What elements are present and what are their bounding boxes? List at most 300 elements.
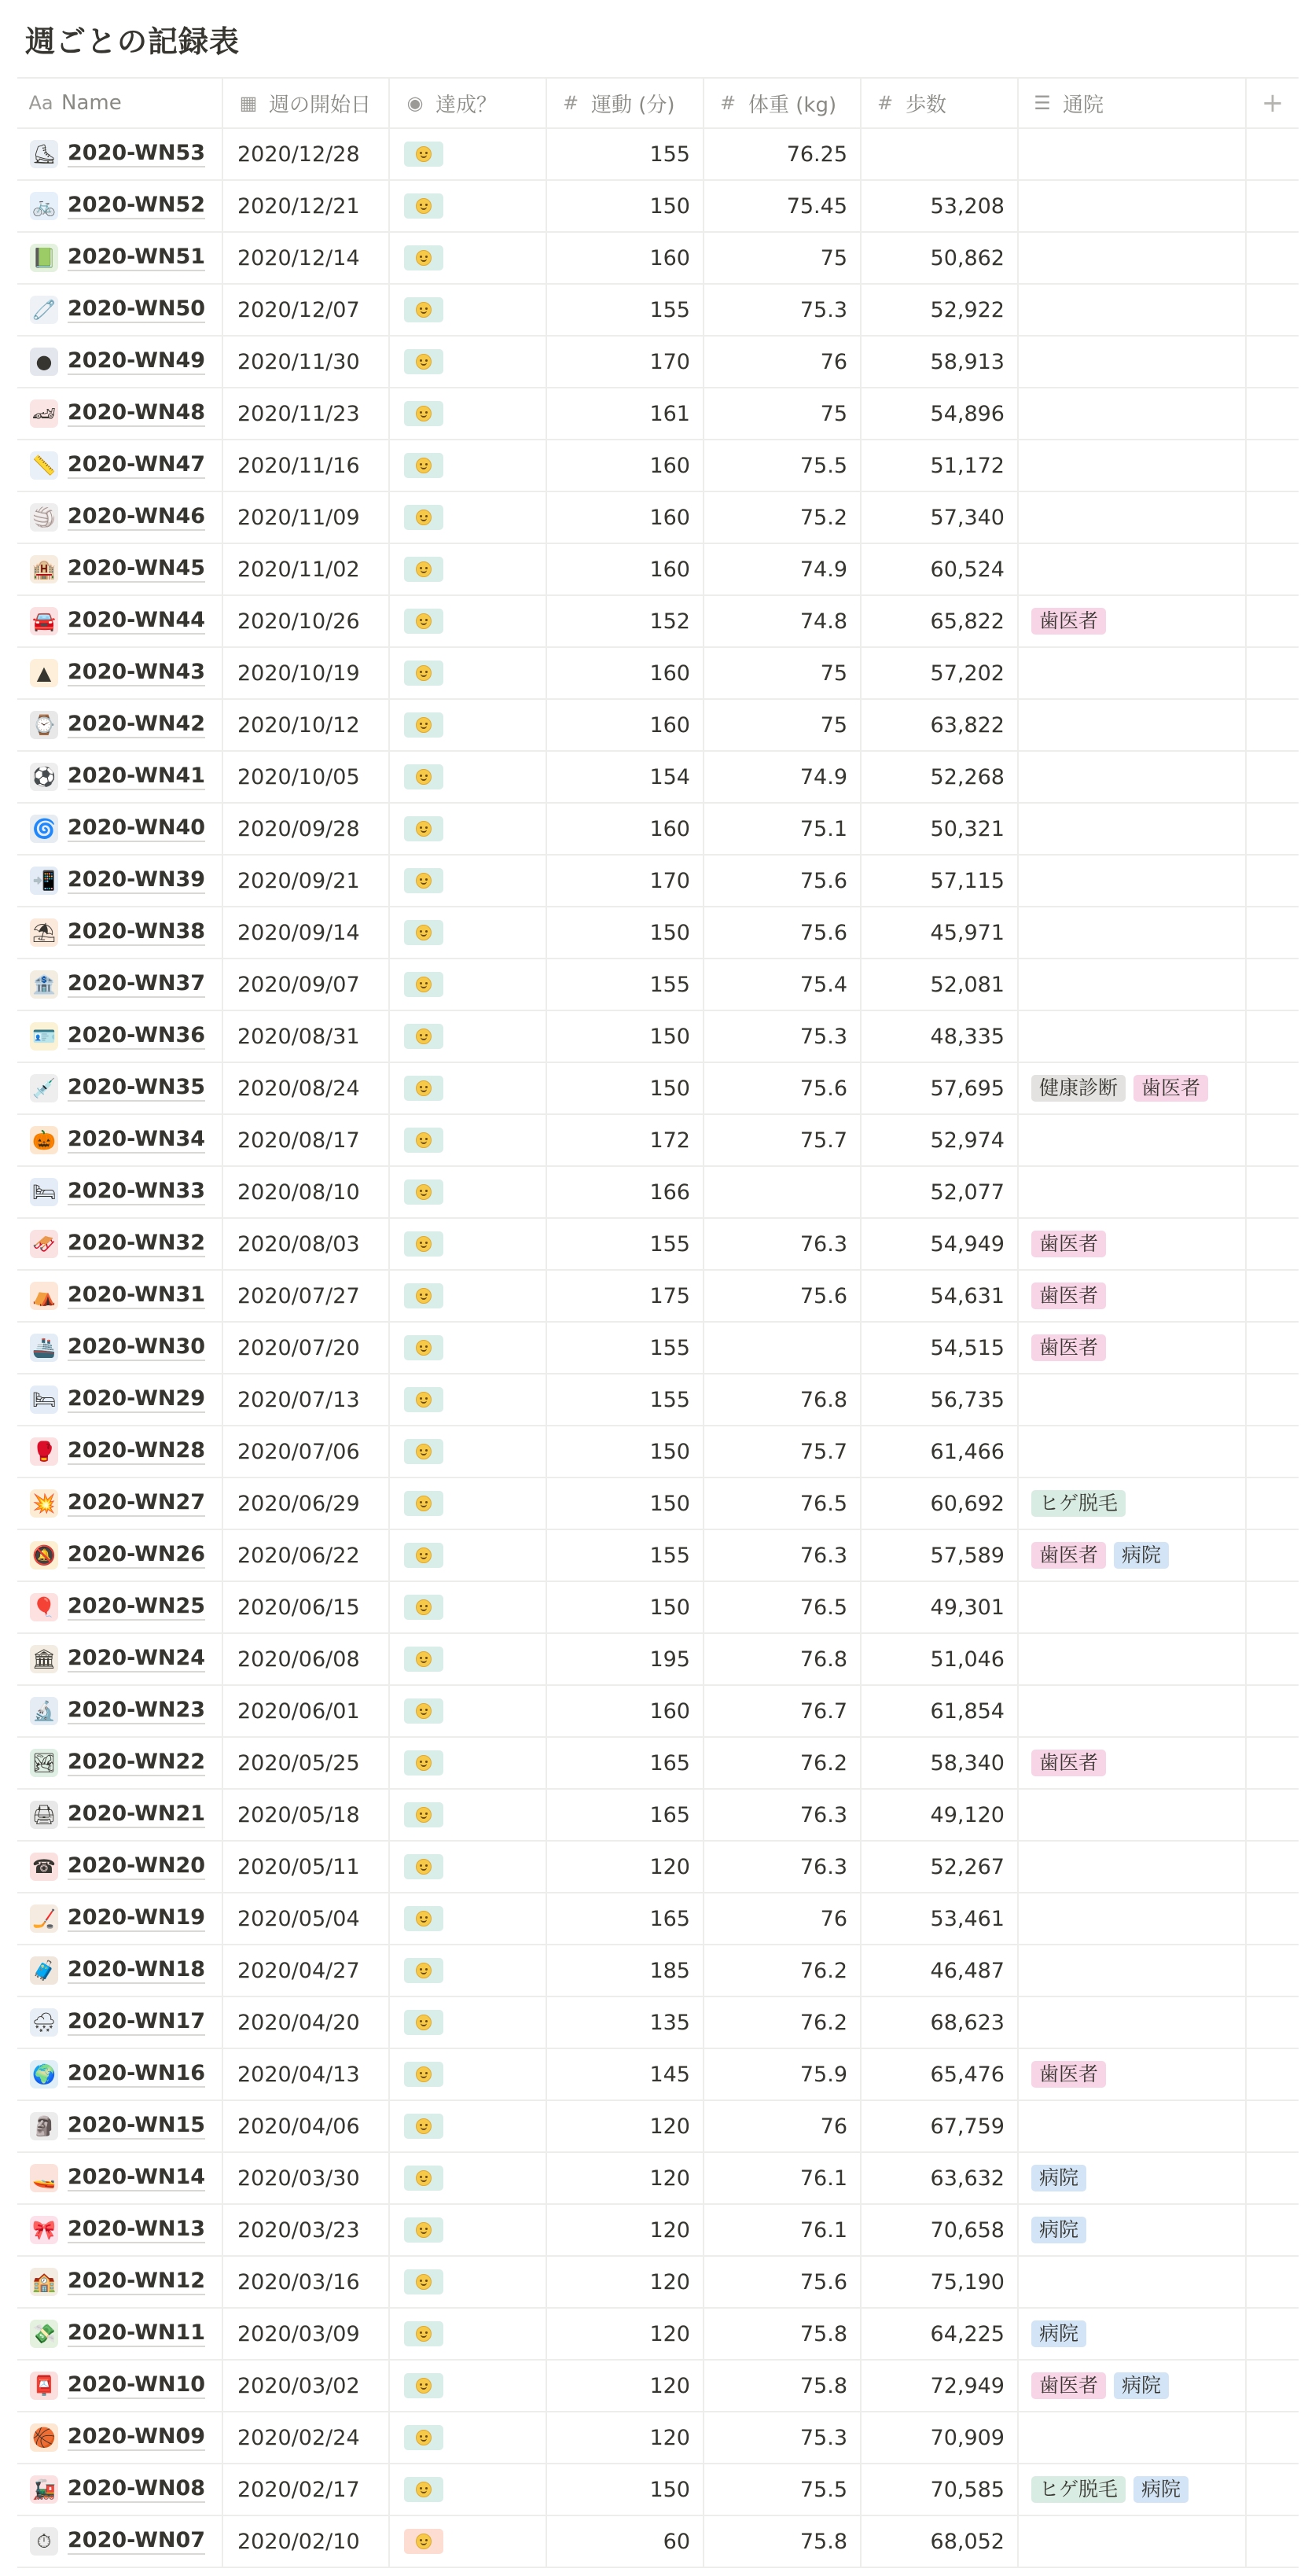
weight-kg-cell[interactable] [704,1634,862,1684]
row-name[interactable]: 2020-WN15 [68,2113,205,2140]
name-cell[interactable] [17,907,223,958]
exercise-minutes-cell[interactable] [547,544,704,594]
visits-cell[interactable] [1019,2412,1247,2463]
exercise-minutes-cell[interactable] [547,492,704,543]
step-count-cell[interactable] [862,1738,1019,1788]
row-name[interactable]: 2020-WN44 [68,608,205,635]
table-row[interactable] [17,1271,1299,1323]
name-cell[interactable] [17,2516,223,2567]
visits-cell[interactable] [1019,1271,1247,1321]
visits-cell[interactable] [1019,648,1247,698]
column-header-achieved[interactable] [390,79,547,127]
visits-cell[interactable] [1019,1634,1247,1684]
date-cell[interactable] [223,700,390,750]
table-row[interactable] [17,907,1299,959]
date-cell[interactable] [223,2361,390,2411]
achieved-cell[interactable] [390,2361,547,2411]
name-cell[interactable] [17,959,223,1010]
visits-cell[interactable] [1019,907,1247,958]
exercise-minutes-cell[interactable] [547,1945,704,1996]
weight-kg-cell[interactable] [704,2361,862,2411]
exercise-minutes-cell[interactable] [547,129,704,179]
date-cell[interactable] [223,2205,390,2255]
step-count-cell[interactable] [862,1323,1019,1373]
row-name[interactable]: 2020-WN42 [68,712,205,738]
name-cell[interactable] [17,1686,223,1736]
name-cell[interactable] [17,2361,223,2411]
exercise-minutes-cell[interactable] [547,337,704,387]
date-cell[interactable] [223,1582,390,1632]
date-cell[interactable] [223,1478,390,1529]
exercise-minutes-cell[interactable] [547,1426,704,1477]
table-row[interactable] [17,1219,1299,1271]
exercise-minutes-cell[interactable] [547,388,704,439]
weight-kg-cell[interactable] [704,1011,862,1062]
step-count-cell[interactable] [862,1634,1019,1684]
step-count-cell[interactable] [862,492,1019,543]
row-name[interactable]: 2020-WN49 [68,348,205,375]
weight-kg-cell[interactable] [704,544,862,594]
step-count-cell[interactable] [862,648,1019,698]
table-row[interactable] [17,129,1299,181]
row-name[interactable]: 2020-WN20 [68,1853,205,1880]
weight-kg-cell[interactable] [704,700,862,750]
visits-cell[interactable] [1019,1842,1247,1892]
date-cell[interactable] [223,388,390,439]
exercise-minutes-cell[interactable] [547,1478,704,1529]
step-count-cell[interactable] [862,388,1019,439]
achieved-cell[interactable] [390,1842,547,1892]
exercise-minutes-cell[interactable] [547,2257,704,2307]
date-cell[interactable] [223,1323,390,1373]
visits-cell[interactable] [1019,1582,1247,1632]
step-count-cell[interactable] [862,1686,1019,1736]
exercise-minutes-cell[interactable] [547,1738,704,1788]
step-count-cell[interactable] [862,1219,1019,1269]
exercise-minutes-cell[interactable] [547,700,704,750]
visits-cell[interactable] [1019,1686,1247,1736]
row-name[interactable]: 2020-WN53 [68,141,205,167]
table-row[interactable] [17,492,1299,544]
exercise-minutes-cell[interactable] [547,1063,704,1113]
name-cell[interactable] [17,2205,223,2255]
name-cell[interactable] [17,337,223,387]
table-row[interactable] [17,1634,1299,1686]
exercise-minutes-cell[interactable] [547,1582,704,1632]
exercise-minutes-cell[interactable] [547,1842,704,1892]
achieved-cell[interactable] [390,700,547,750]
weight-kg-cell[interactable] [704,648,862,698]
date-cell[interactable] [223,1167,390,1217]
achieved-cell[interactable] [390,907,547,958]
date-cell[interactable] [223,1271,390,1321]
step-count-cell[interactable] [862,129,1019,179]
step-count-cell[interactable] [862,1426,1019,1477]
exercise-minutes-cell[interactable] [547,1167,704,1217]
name-cell[interactable] [17,1530,223,1581]
exercise-minutes-cell[interactable] [547,856,704,906]
name-cell[interactable] [17,544,223,594]
weight-kg-cell[interactable] [704,1738,862,1788]
achieved-cell[interactable] [390,2412,547,2463]
achieved-cell[interactable] [390,2153,547,2203]
achieved-cell[interactable] [390,2257,547,2307]
weight-kg-cell[interactable] [704,2205,862,2255]
step-count-cell[interactable] [862,2361,1019,2411]
table-row[interactable] [17,388,1299,440]
table-row[interactable] [17,2309,1299,2361]
row-name[interactable]: 2020-WN23 [68,1698,205,1724]
exercise-minutes-cell[interactable] [547,2205,704,2255]
table-row[interactable] [17,596,1299,648]
date-cell[interactable] [223,2412,390,2463]
table-row[interactable] [17,2101,1299,2153]
row-name[interactable]: 2020-WN47 [68,452,205,479]
row-name[interactable]: 2020-WN36 [68,1023,205,1050]
exercise-minutes-cell[interactable] [547,2464,704,2515]
visits-cell[interactable] [1019,544,1247,594]
visits-cell[interactable] [1019,752,1247,802]
weight-kg-cell[interactable] [704,1945,862,1996]
column-header-visits[interactable] [1019,79,1247,127]
name-cell[interactable] [17,440,223,491]
row-name[interactable]: 2020-WN37 [68,971,205,998]
weight-kg-cell[interactable] [704,1063,862,1113]
date-cell[interactable] [223,285,390,335]
visits-cell[interactable] [1019,440,1247,491]
table-row[interactable] [17,1790,1299,1842]
name-cell[interactable] [17,1011,223,1062]
achieved-cell[interactable] [390,2516,547,2567]
step-count-cell[interactable] [862,1374,1019,1425]
date-cell[interactable] [223,648,390,698]
step-count-cell[interactable] [862,804,1019,854]
weight-kg-cell[interactable] [704,1530,862,1581]
row-name[interactable]: 2020-WN22 [68,1750,205,1776]
exercise-minutes-cell[interactable] [547,285,704,335]
step-count-cell[interactable] [862,1011,1019,1062]
table-row[interactable] [17,1115,1299,1167]
table-row[interactable] [17,544,1299,596]
weight-kg-cell[interactable] [704,1893,862,1944]
weight-kg-cell[interactable] [704,804,862,854]
step-count-cell[interactable] [862,544,1019,594]
visits-cell[interactable] [1019,492,1247,543]
row-name[interactable]: 2020-WN46 [68,504,205,531]
date-cell[interactable] [223,129,390,179]
name-cell[interactable] [17,1323,223,1373]
exercise-minutes-cell[interactable] [547,2412,704,2463]
weight-kg-cell[interactable] [704,492,862,543]
exercise-minutes-cell[interactable] [547,2153,704,2203]
name-cell[interactable] [17,2309,223,2359]
achieved-cell[interactable] [390,1893,547,1944]
achieved-cell[interactable] [390,1582,547,1632]
achieved-cell[interactable] [390,1790,547,1840]
visits-cell[interactable] [1019,337,1247,387]
visits-cell[interactable] [1019,1011,1247,1062]
achieved-cell[interactable] [390,1738,547,1788]
table-row[interactable] [17,2205,1299,2257]
step-count-cell[interactable] [862,752,1019,802]
exercise-minutes-cell[interactable] [547,1893,704,1944]
name-cell[interactable] [17,2412,223,2463]
name-cell[interactable] [17,1374,223,1425]
achieved-cell[interactable] [390,285,547,335]
column-header-weight[interactable] [704,79,862,127]
weight-kg-cell[interactable] [704,1323,862,1373]
weight-kg-cell[interactable] [704,1686,862,1736]
achieved-cell[interactable] [390,1997,547,2048]
name-cell[interactable] [17,1426,223,1477]
date-cell[interactable] [223,2101,390,2151]
date-cell[interactable] [223,2309,390,2359]
step-count-cell[interactable] [862,1790,1019,1840]
table-row[interactable] [17,1582,1299,1634]
name-cell[interactable] [17,2101,223,2151]
exercise-minutes-cell[interactable] [547,1219,704,1269]
row-name[interactable]: 2020-WN19 [68,1905,205,1932]
row-name[interactable]: 2020-WN28 [68,1438,205,1465]
date-cell[interactable] [223,804,390,854]
table-row[interactable] [17,959,1299,1011]
table-row[interactable] [17,1893,1299,1945]
date-cell[interactable] [223,1790,390,1840]
exercise-minutes-cell[interactable] [547,752,704,802]
step-count-cell[interactable] [862,596,1019,646]
visits-cell[interactable] [1019,2101,1247,2151]
date-cell[interactable] [223,1115,390,1165]
table-row[interactable] [17,1945,1299,1997]
step-count-cell[interactable] [862,959,1019,1010]
row-name[interactable]: 2020-WN17 [68,2009,205,2036]
achieved-cell[interactable] [390,2464,547,2515]
step-count-cell[interactable] [862,907,1019,958]
achieved-cell[interactable] [390,1271,547,1321]
name-cell[interactable] [17,2049,223,2099]
name-cell[interactable] [17,285,223,335]
row-name[interactable]: 2020-WN26 [68,1542,205,1569]
step-count-cell[interactable] [862,1893,1019,1944]
step-count-cell[interactable] [862,856,1019,906]
table-row[interactable] [17,2361,1299,2412]
table-row[interactable] [17,1374,1299,1426]
column-header-name[interactable] [17,79,223,127]
step-count-cell[interactable] [862,2153,1019,2203]
weight-kg-cell[interactable] [704,1426,862,1477]
visits-cell[interactable] [1019,1997,1247,2048]
achieved-cell[interactable] [390,2049,547,2099]
date-cell[interactable] [223,596,390,646]
exercise-minutes-cell[interactable] [547,2049,704,2099]
step-count-cell[interactable] [862,2516,1019,2567]
achieved-cell[interactable] [390,1634,547,1684]
achieved-cell[interactable] [390,1063,547,1113]
achieved-cell[interactable] [390,856,547,906]
achieved-cell[interactable] [390,2205,547,2255]
table-row[interactable] [17,1738,1299,1790]
row-name[interactable]: 2020-WN12 [68,2269,205,2295]
table-row[interactable] [17,1323,1299,1374]
row-name[interactable]: 2020-WN39 [68,867,205,894]
row-name[interactable]: 2020-WN09 [68,2424,205,2451]
achieved-cell[interactable] [390,804,547,854]
row-name[interactable]: 2020-WN41 [68,764,205,790]
achieved-cell[interactable] [390,2309,547,2359]
visits-cell[interactable] [1019,856,1247,906]
name-cell[interactable] [17,1478,223,1529]
visits-cell[interactable] [1019,1530,1247,1581]
step-count-cell[interactable] [862,2205,1019,2255]
achieved-cell[interactable] [390,129,547,179]
date-cell[interactable] [223,233,390,283]
name-cell[interactable] [17,1063,223,1113]
visits-cell[interactable] [1019,2361,1247,2411]
achieved-cell[interactable] [390,752,547,802]
date-cell[interactable] [223,337,390,387]
weight-kg-cell[interactable] [704,1478,862,1529]
name-cell[interactable] [17,2464,223,2515]
visits-cell[interactable] [1019,1115,1247,1165]
visits-cell[interactable] [1019,285,1247,335]
table-row[interactable] [17,1426,1299,1478]
exercise-minutes-cell[interactable] [547,1323,704,1373]
row-name[interactable]: 2020-WN13 [68,2217,205,2243]
achieved-cell[interactable] [390,596,547,646]
date-cell[interactable] [223,492,390,543]
weight-kg-cell[interactable] [704,856,862,906]
visits-cell[interactable] [1019,2049,1247,2099]
visits-cell[interactable] [1019,1374,1247,1425]
achieved-cell[interactable] [390,1011,547,1062]
visits-cell[interactable] [1019,2153,1247,2203]
name-cell[interactable] [17,1167,223,1217]
exercise-minutes-cell[interactable] [547,1997,704,2048]
table-row[interactable] [17,1011,1299,1063]
date-cell[interactable] [223,1374,390,1425]
date-cell[interactable] [223,1530,390,1581]
weight-kg-cell[interactable] [704,596,862,646]
date-cell[interactable] [223,1011,390,1062]
step-count-cell[interactable] [862,285,1019,335]
table-row[interactable] [17,2257,1299,2309]
table-row[interactable] [17,1686,1299,1738]
table-row[interactable] [17,1167,1299,1219]
table-row[interactable] [17,752,1299,804]
weight-kg-cell[interactable] [704,1997,862,2048]
column-header-exercise[interactable] [547,79,704,127]
visits-cell[interactable] [1019,2516,1247,2567]
exercise-minutes-cell[interactable] [547,1686,704,1736]
date-cell[interactable] [223,2257,390,2307]
name-cell[interactable] [17,752,223,802]
achieved-cell[interactable] [390,1167,547,1217]
exercise-minutes-cell[interactable] [547,181,704,231]
name-cell[interactable] [17,388,223,439]
name-cell[interactable] [17,1842,223,1892]
step-count-cell[interactable] [862,1945,1019,1996]
name-cell[interactable] [17,181,223,231]
achieved-cell[interactable] [390,440,547,491]
visits-cell[interactable] [1019,1478,1247,1529]
achieved-cell[interactable] [390,2101,547,2151]
step-count-cell[interactable] [862,700,1019,750]
visits-cell[interactable] [1019,129,1247,179]
step-count-cell[interactable] [862,440,1019,491]
step-count-cell[interactable] [862,2464,1019,2515]
weight-kg-cell[interactable] [704,285,862,335]
step-count-cell[interactable] [862,1997,1019,2048]
table-row[interactable] [17,856,1299,907]
weight-kg-cell[interactable] [704,1115,862,1165]
date-cell[interactable] [223,1997,390,2048]
visits-cell[interactable] [1019,700,1247,750]
step-count-cell[interactable] [862,1478,1019,1529]
name-cell[interactable] [17,129,223,179]
visits-cell[interactable] [1019,1063,1247,1113]
exercise-minutes-cell[interactable] [547,648,704,698]
visits-cell[interactable] [1019,388,1247,439]
step-count-cell[interactable] [862,233,1019,283]
exercise-minutes-cell[interactable] [547,804,704,854]
achieved-cell[interactable] [390,337,547,387]
row-name[interactable]: 2020-WN07 [68,2528,205,2555]
date-cell[interactable] [223,1686,390,1736]
name-cell[interactable] [17,1790,223,1840]
name-cell[interactable] [17,1582,223,1632]
step-count-cell[interactable] [862,1530,1019,1581]
weight-kg-cell[interactable] [704,959,862,1010]
visits-cell[interactable] [1019,959,1247,1010]
visits-cell[interactable] [1019,181,1247,231]
step-count-cell[interactable] [862,1271,1019,1321]
name-cell[interactable] [17,804,223,854]
date-cell[interactable] [223,752,390,802]
row-name[interactable]: 2020-WN32 [68,1231,205,1257]
row-name[interactable]: 2020-WN48 [68,400,205,427]
achieved-cell[interactable] [390,233,547,283]
row-name[interactable]: 2020-WN21 [68,1801,205,1828]
weight-kg-cell[interactable] [704,388,862,439]
exercise-minutes-cell[interactable] [547,1374,704,1425]
weight-kg-cell[interactable] [704,1219,862,1269]
weight-kg-cell[interactable] [704,1374,862,1425]
exercise-minutes-cell[interactable] [547,1634,704,1684]
step-count-cell[interactable] [862,337,1019,387]
exercise-minutes-cell[interactable] [547,2516,704,2567]
date-cell[interactable] [223,2049,390,2099]
row-name[interactable]: 2020-WN24 [68,1646,205,1673]
name-cell[interactable] [17,2257,223,2307]
visits-cell[interactable] [1019,1945,1247,1996]
date-cell[interactable] [223,544,390,594]
name-cell[interactable] [17,1219,223,1269]
row-name[interactable]: 2020-WN27 [68,1490,205,1517]
date-cell[interactable] [223,1893,390,1944]
table-row[interactable] [17,440,1299,492]
weight-kg-cell[interactable] [704,129,862,179]
row-name[interactable]: 2020-WN10 [68,2372,205,2399]
table-row[interactable] [17,648,1299,700]
row-name[interactable]: 2020-WN08 [68,2476,205,2503]
visits-cell[interactable] [1019,2464,1247,2515]
date-cell[interactable] [223,440,390,491]
weight-kg-cell[interactable] [704,752,862,802]
weight-kg-cell[interactable] [704,1582,862,1632]
row-name[interactable]: 2020-WN40 [68,815,205,842]
date-cell[interactable] [223,907,390,958]
row-name[interactable]: 2020-WN16 [68,2061,205,2088]
